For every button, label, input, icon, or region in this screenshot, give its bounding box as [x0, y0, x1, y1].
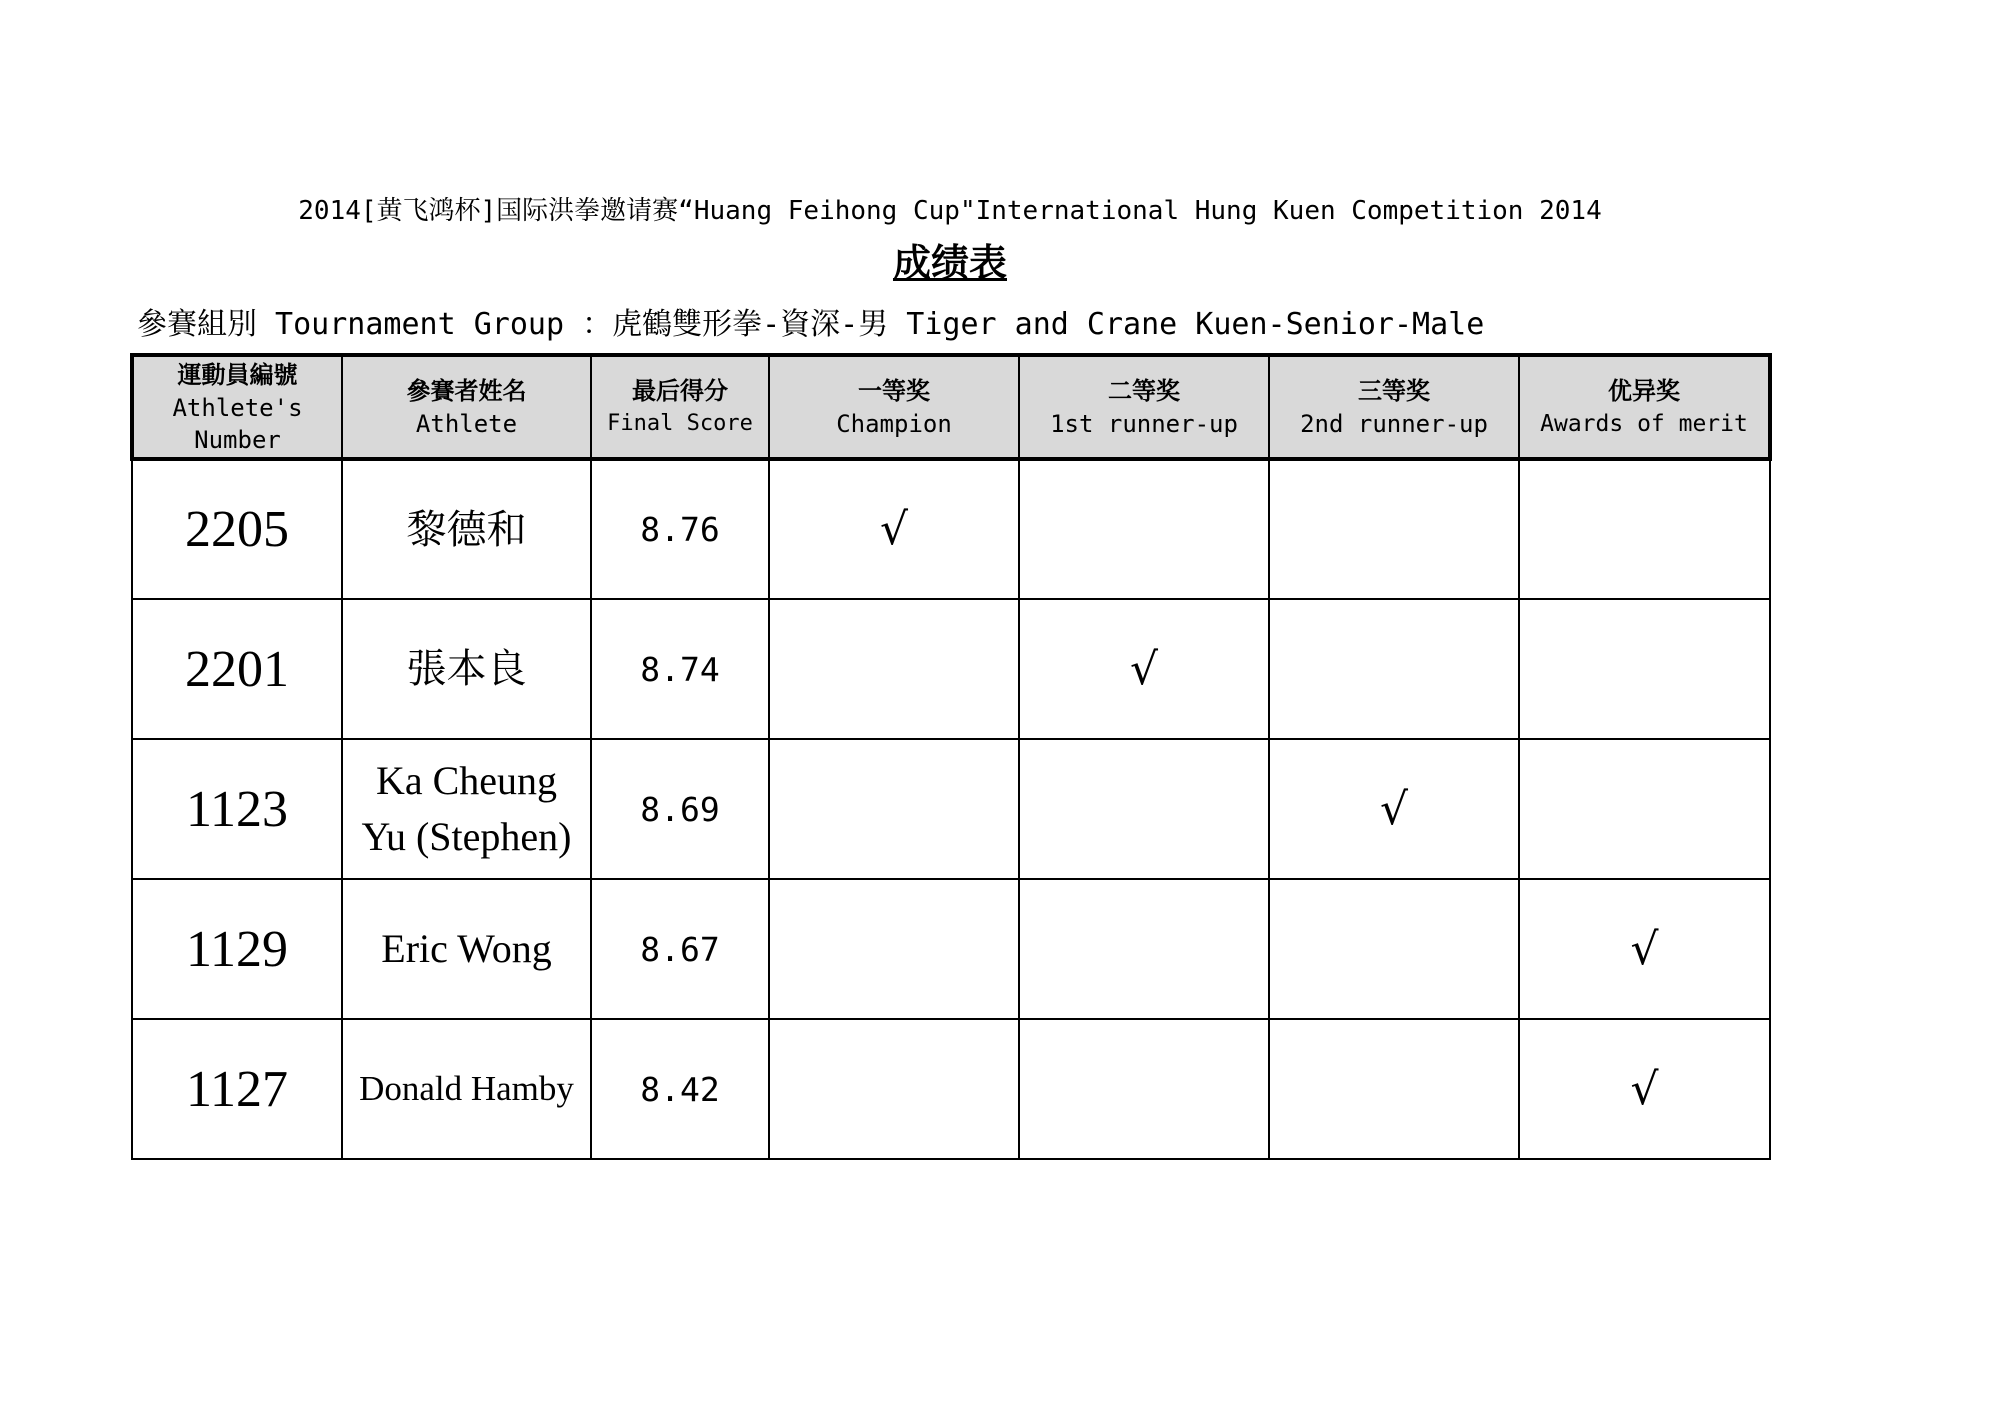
first-runner-up-cell: √ — [1019, 599, 1269, 739]
column-header-en: Athlete — [415, 410, 518, 438]
column-header-athlete — [342, 355, 591, 459]
athlete-name-cell: Donald Hamby — [342, 1019, 591, 1159]
champion-cell: √ — [769, 459, 1019, 599]
athlete-number-cell: 1123 — [132, 739, 342, 879]
column-header-awards-of-merit — [1519, 355, 1770, 459]
column-header-en: Final Score — [607, 411, 753, 436]
final-score-cell: 8.67 — [591, 879, 769, 1019]
second-runner-up-cell — [1269, 459, 1519, 599]
column-header-2nd-runner-up — [1269, 355, 1519, 459]
table-row — [132, 739, 1770, 879]
second-runner-up-cell — [1269, 599, 1519, 739]
merit-cell — [1519, 739, 1770, 879]
tournament-group-label: 參賽組別 Tournament Group ：虎鶴雙形拳-資深-男 Tiger and Crane Kuen-Senior-Male — [137, 307, 1485, 342]
athlete-number-cell: 2201 — [132, 599, 342, 739]
merit-cell — [1519, 459, 1770, 599]
results-table — [130, 353, 1772, 1160]
table-header-row — [132, 355, 1770, 459]
column-header-zh: 三等奖 — [1358, 377, 1430, 405]
final-score-cell: 8.42 — [591, 1019, 769, 1159]
merit-cell — [1519, 599, 1770, 739]
second-runner-up-cell: √ — [1269, 739, 1519, 879]
athlete-name-cell: 黎德和 — [342, 459, 591, 599]
final-score-cell: 8.74 — [591, 599, 769, 739]
first-runner-up-cell — [1019, 459, 1269, 599]
table-row — [132, 879, 1770, 1019]
first-runner-up-cell — [1019, 1019, 1269, 1159]
column-header-zh: 优异奖 — [1608, 377, 1680, 405]
column-header-en: Athlete's Number — [172, 394, 317, 454]
first-runner-up-cell — [1019, 879, 1269, 1019]
column-header-en: Awards of merit — [1540, 411, 1748, 437]
column-header-en: Champion — [836, 410, 952, 438]
column-header-en: 1st runner-up — [1050, 410, 1238, 438]
second-runner-up-cell — [1269, 879, 1519, 1019]
column-header-zh: 運動員編號 — [177, 361, 298, 389]
champion-cell — [769, 879, 1019, 1019]
champion-cell — [769, 599, 1019, 739]
athlete-name-cell: 張本良 — [342, 599, 591, 739]
final-score-cell: 8.76 — [591, 459, 769, 599]
column-header-champion — [769, 355, 1019, 459]
athlete-number-cell: 1129 — [132, 879, 342, 1019]
champion-cell — [769, 1019, 1019, 1159]
athlete-name-cell: Eric Wong — [342, 879, 591, 1019]
column-header-zh: 二等奖 — [1108, 377, 1180, 405]
column-header-zh: 最后得分 — [632, 377, 728, 405]
athlete-number-cell: 1127 — [132, 1019, 342, 1159]
document-title: 2014[黄飞鸿杯]国际洪拳邀请赛“Huang Feihong Cup"International Hung Kuen Competition 2014 — [298, 196, 1602, 226]
column-header-zh: 參賽者姓名 — [406, 377, 527, 405]
final-score-cell: 8.69 — [591, 739, 769, 879]
column-header-zh: 一等奖 — [858, 377, 930, 405]
table-row — [132, 599, 1770, 739]
athlete-number-cell: 2205 — [132, 459, 342, 599]
column-header-1st-runner-up — [1019, 355, 1269, 459]
column-header-en: 2nd runner-up — [1300, 410, 1488, 438]
merit-cell: √ — [1519, 1019, 1770, 1159]
first-runner-up-cell — [1019, 739, 1269, 879]
champion-cell — [769, 739, 1019, 879]
table-row — [132, 1019, 1770, 1159]
document-subtitle: 成绩表 — [892, 241, 1007, 285]
second-runner-up-cell — [1269, 1019, 1519, 1159]
column-header-athlete-number — [132, 355, 342, 459]
merit-cell: √ — [1519, 879, 1770, 1019]
column-header-final-score — [591, 355, 769, 459]
table-row — [132, 459, 1770, 599]
athlete-name-cell: Ka Cheung Yu (Stephen) — [342, 739, 591, 879]
